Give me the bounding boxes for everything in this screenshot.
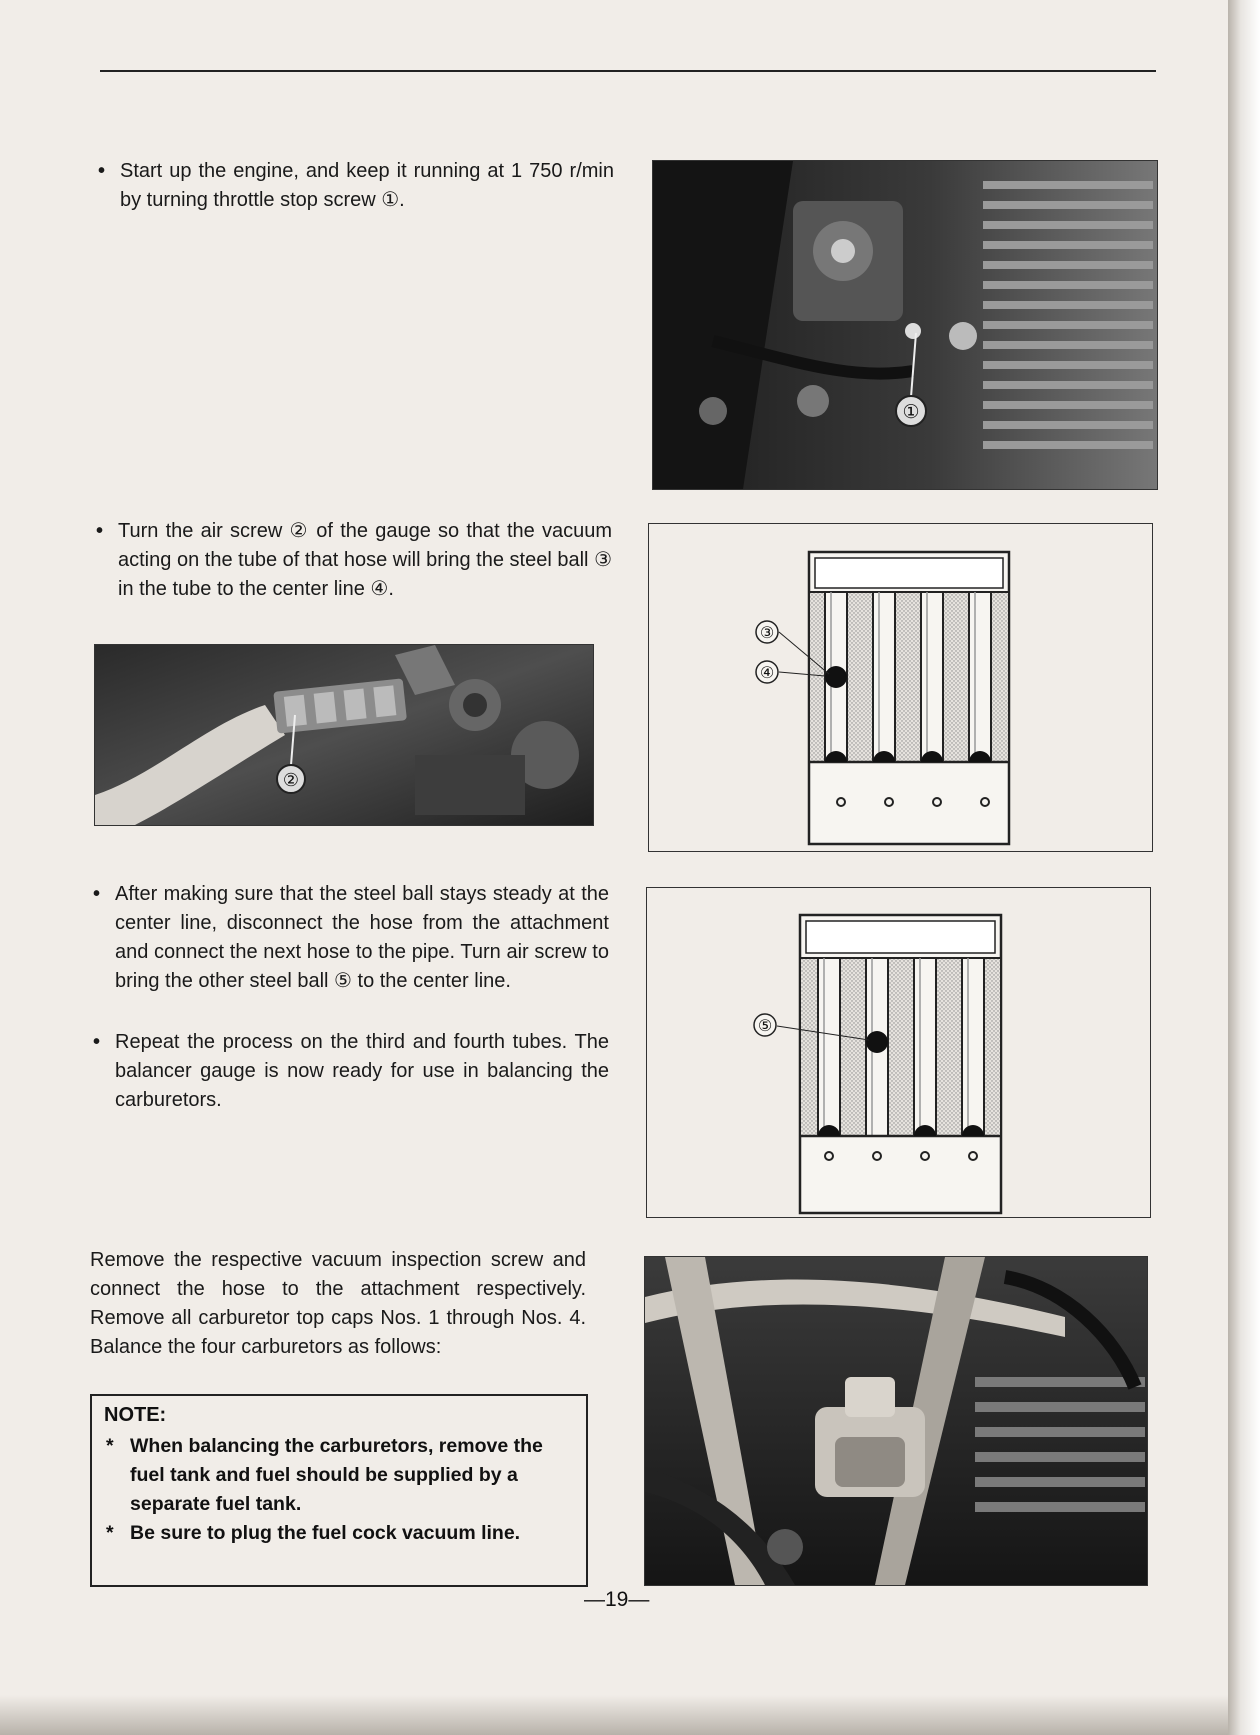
- note-title: NOTE:: [104, 1404, 167, 1426]
- step-disconnect-hose: • After making sure that the steel ball stays steady at the center line, disconnect the hose from the attachment and connect the next hose to the pipe. Turn air screw to bring the other steel ball ⑤ to the center line.: [93, 880, 609, 996]
- diagram-gauge-other-ball: [646, 887, 1151, 1218]
- page-number: —19—: [584, 1588, 650, 1611]
- page-edge: [1228, 0, 1260, 1735]
- header-rule: [100, 70, 1156, 72]
- note-item-fuel-tank: [106, 1432, 580, 1519]
- photo-balancer-gauge: [94, 644, 594, 826]
- callout-other-steel-ball-label: ⑤: [757, 1016, 773, 1035]
- remove-instructions: Remove the respective vacuum inspection screw and connect the hose to the attachment respectively. Remove all carburetor top caps Nos. 1 through Nos. 4. Balance the four carburetors as follows:: [90, 1249, 586, 1358]
- callout-air-screw-label: ②: [282, 770, 300, 791]
- note-item-1-text: When balancing the carburetors, remove the fuel tank and fuel should be supplied by a separate fuel tank.: [130, 1435, 543, 1515]
- callout-center-line-label: ④: [759, 663, 775, 682]
- photo-throttle-stop-screw: [652, 160, 1158, 490]
- note-marker: *: [106, 1522, 114, 1544]
- note-marker: *: [106, 1435, 114, 1457]
- callout-throttle-screw-label: ①: [902, 401, 920, 423]
- step-turn-air-screw: • Turn the air screw ② of the gauge so that the vacuum acting on the tube of that hose will bring the steel ball ③ in the tube to the center line ④.: [96, 517, 612, 604]
- step-start-engine: • Start up the engine, and keep it running at 1 750 r/min by turning throttle stop screw ①.: [98, 157, 614, 215]
- note-item-2-text: Be sure to plug the fuel cock vacuum line.: [130, 1522, 521, 1544]
- photo-carburetors-caps-removed: [644, 1256, 1148, 1586]
- note-box: [90, 1394, 588, 1587]
- callout-steel-ball-label: ③: [759, 623, 775, 642]
- step-repeat-process: • Repeat the process on the third and fourth tubes. The balancer gauge is now ready for use in balancing the carburetors.: [93, 1028, 609, 1115]
- page-bottom-shadow: [0, 1695, 1228, 1735]
- diagram-gauge-center-line: [648, 523, 1153, 852]
- note-item-vacuum-line: [106, 1519, 580, 1548]
